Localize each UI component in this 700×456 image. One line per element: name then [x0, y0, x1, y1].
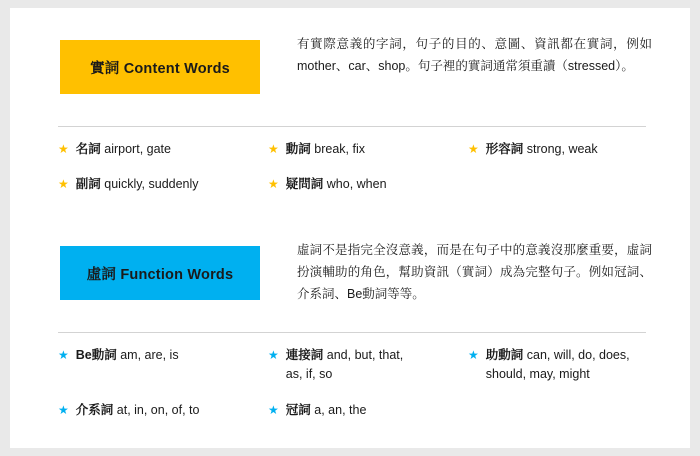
list-item: [58, 401, 268, 420]
list-item-examples: strong, weak: [526, 142, 598, 156]
content-words-description: 有實際意義的字詞，句子的目的、意圖、資訊都在實詞，例如mother、car、shop。句子裡的實詞通常須重讀（stressed）。: [297, 37, 652, 73]
star-icon: ★: [58, 348, 69, 362]
item-row: [58, 346, 658, 385]
content-words-header: [10, 32, 690, 102]
list-item-text: [286, 175, 387, 194]
star-icon: ★: [58, 402, 69, 417]
list-item: [468, 140, 658, 159]
function-words-header: [10, 238, 690, 308]
list-item-term: 疑問詞: [285, 177, 324, 192]
function-words-description: 虛詞不是指完全沒意義，而是在句子中的意義沒那麼重要，虛詞扮演輔助的角色，幫助資訊（實詞）成為完整句子。例如冠詞、介系詞、Be動詞等等。: [297, 243, 652, 301]
content-words-divider: [58, 126, 646, 127]
list-item-term: 名詞: [75, 142, 101, 156]
star-icon: ★: [268, 402, 279, 417]
function-words-pill: [60, 246, 260, 300]
list-item: [268, 140, 468, 159]
star-icon: ★: [268, 142, 279, 156]
star-icon: ★: [58, 142, 69, 156]
list-item-examples: at, in, on, of, to: [116, 402, 200, 417]
list-item-examples: who, when: [326, 177, 387, 192]
list-item: [58, 346, 268, 385]
list-item-text: [76, 346, 179, 365]
list-item-examples: can, will, do, does, should, may, might: [485, 348, 630, 382]
list-item: [468, 346, 658, 385]
list-item-term: 連接詞: [285, 348, 324, 362]
list-item-examples: break, fix: [314, 142, 365, 156]
list-item-examples: and, but, that, as, if, so: [285, 348, 404, 382]
list-item-text: [286, 401, 367, 420]
list-item-text: [486, 140, 598, 159]
star-icon: ★: [268, 348, 279, 362]
section-function-words: [10, 238, 690, 417]
list-item-text: [286, 346, 416, 385]
list-item-term: 副詞: [75, 177, 101, 192]
function-words-items: [58, 346, 658, 436]
list-item-term: Be動詞: [75, 348, 117, 362]
item-row: [58, 401, 658, 420]
content-words-pill-label: 實詞 Content Words: [90, 60, 230, 77]
list-item: [58, 175, 268, 194]
star-icon: ★: [468, 142, 479, 156]
list-item-examples: airport, gate: [104, 142, 171, 156]
item-row: [58, 175, 658, 194]
list-item-examples: a, an, the: [314, 402, 367, 417]
function-words-divider: [58, 332, 646, 333]
list-item-term: 冠詞: [285, 402, 311, 417]
list-item-term: 形容詞: [485, 142, 524, 156]
content-words-items: [58, 140, 658, 211]
list-item-text: [76, 401, 200, 420]
star-icon: ★: [468, 348, 479, 362]
content-words-pill: [60, 40, 260, 94]
list-item-text: [486, 346, 636, 385]
list-item-text: [286, 140, 365, 159]
item-row: [58, 140, 658, 159]
section-content-words: [10, 32, 690, 192]
list-item-term: 介系詞: [75, 402, 114, 417]
list-item: [268, 346, 468, 385]
list-item: [268, 401, 468, 420]
list-item-term: 動詞: [285, 142, 311, 156]
list-item-examples: quickly, suddenly: [104, 177, 199, 192]
list-item: [58, 140, 268, 159]
list-item: [268, 175, 468, 194]
list-item-examples: am, are, is: [120, 348, 179, 362]
slide-canvas: [10, 8, 690, 448]
function-words-pill-label: 虛詞 Function Words: [86, 266, 234, 283]
list-item-text: [76, 140, 171, 159]
list-item-term: 助動詞: [485, 348, 524, 362]
star-icon: ★: [58, 177, 69, 192]
star-icon: ★: [268, 177, 279, 192]
list-item-text: [76, 175, 199, 194]
